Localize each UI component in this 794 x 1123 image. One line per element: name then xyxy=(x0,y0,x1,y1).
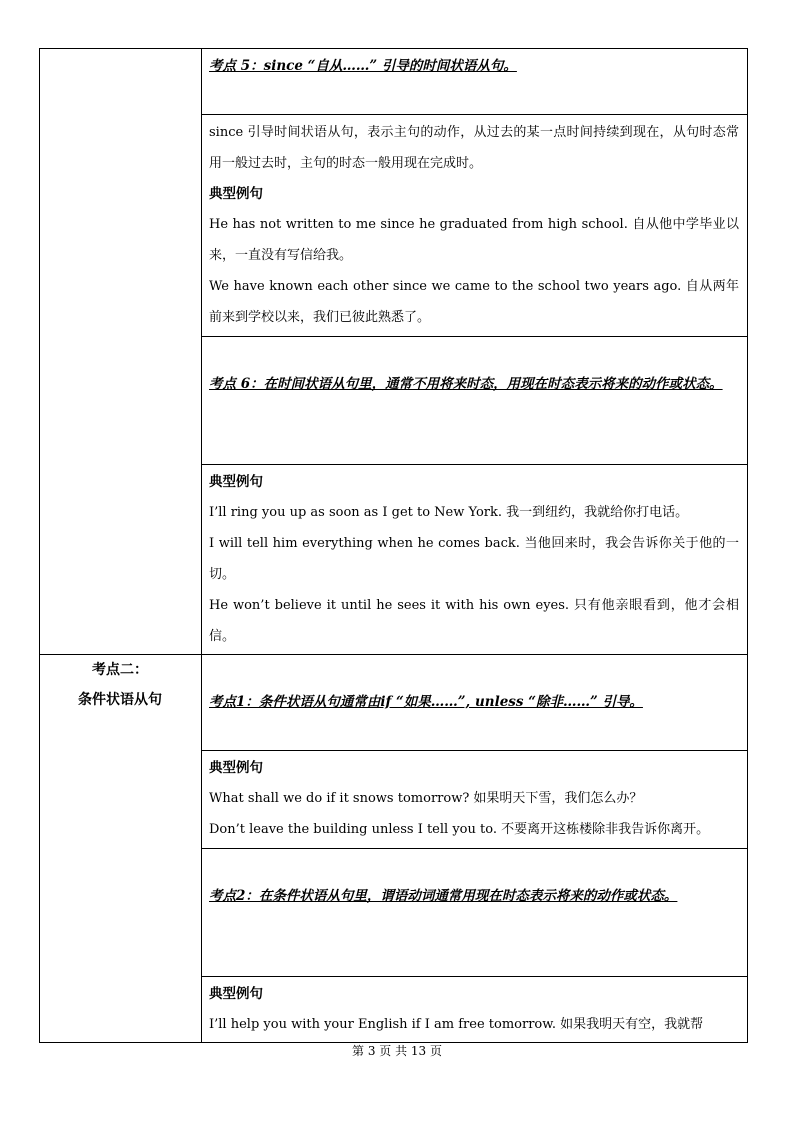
example-sentence: He won’t believe it until he sees it with his own eyes. 只有他亲眼看到，他才会相信。 xyxy=(209,598,739,644)
cond-point-1-title: 考点1：条件状语从句通常由if “如果……”, unless “除非……” 引导。 xyxy=(209,694,643,710)
example-sentence: I will tell him everything when he comes back. 当他回来时，我会告诉你关于他的一切。 xyxy=(209,536,739,582)
point-6-examples-cell xyxy=(202,465,748,655)
point-5-intro: since 引导时间状语从句，表示主句的动作，从过去的某一点时间持续到现在，从句时态常用一般过去时，主句的时态一般用现在完成时。 xyxy=(209,125,739,171)
section-2-label-line1: 考点二： xyxy=(92,662,148,678)
examples-header: 典型例句 xyxy=(209,760,263,776)
section-2-label xyxy=(47,655,193,715)
cond-point-2-cell xyxy=(202,849,748,977)
section-2-label-line2: 条件状语从句 xyxy=(78,692,162,708)
point-6-cell xyxy=(202,337,748,465)
examples-header: 典型例句 xyxy=(209,986,263,1002)
table-row xyxy=(40,49,748,115)
grammar-table xyxy=(39,48,748,1043)
example-sentence: I’ll help you with your English if I am free tomorrow. 如果我明天有空，我就帮 xyxy=(209,1017,704,1032)
example-sentence: I’ll ring you up as soon as I get to New York. 我一到纽约，我就给你打电话。 xyxy=(209,505,689,520)
page-footer: 第 3 页 共 13 页 xyxy=(352,1044,442,1058)
point-5-examples-cell xyxy=(202,115,748,337)
point-5-cell xyxy=(202,49,748,115)
section-2-cell xyxy=(40,655,202,1043)
section-cell-empty xyxy=(40,49,202,655)
point-6-title: 考点 6：在时间状语从句里，通常不用将来时态，用现在时态表示将来的动作或状态。 xyxy=(209,376,723,392)
cond-point-2-examples-cell xyxy=(202,977,748,1043)
point-5-title: 考点 5：since “自从……” 引导的时间状语从句。 xyxy=(209,58,517,74)
cond-point-1-cell xyxy=(202,655,748,751)
examples-header: 典型例句 xyxy=(209,474,263,490)
cond-point-2-title: 考点2：在条件状语从句里，谓语动词通常用现在时态表示将来的动作或状态。 xyxy=(209,888,678,904)
example-sentence: What shall we do if it snows tomorrow? 如果明天下雪，我们怎么办？ xyxy=(209,791,643,806)
table-row xyxy=(40,655,748,751)
examples-header: 典型例句 xyxy=(209,186,263,202)
example-sentence: He has not written to me since he graduated from high school. 自从他中学毕业以来，一直没有写信给我。 xyxy=(209,217,739,263)
example-sentence: We have known each other since we came to the school two years ago. 自从两年前来到学校以来，我们已彼此熟悉了。 xyxy=(209,279,739,325)
cond-point-1-examples-cell xyxy=(202,751,748,849)
example-sentence: Don’t leave the building unless I tell you to. 不要离开这栋楼除非我告诉你离开。 xyxy=(209,822,710,837)
